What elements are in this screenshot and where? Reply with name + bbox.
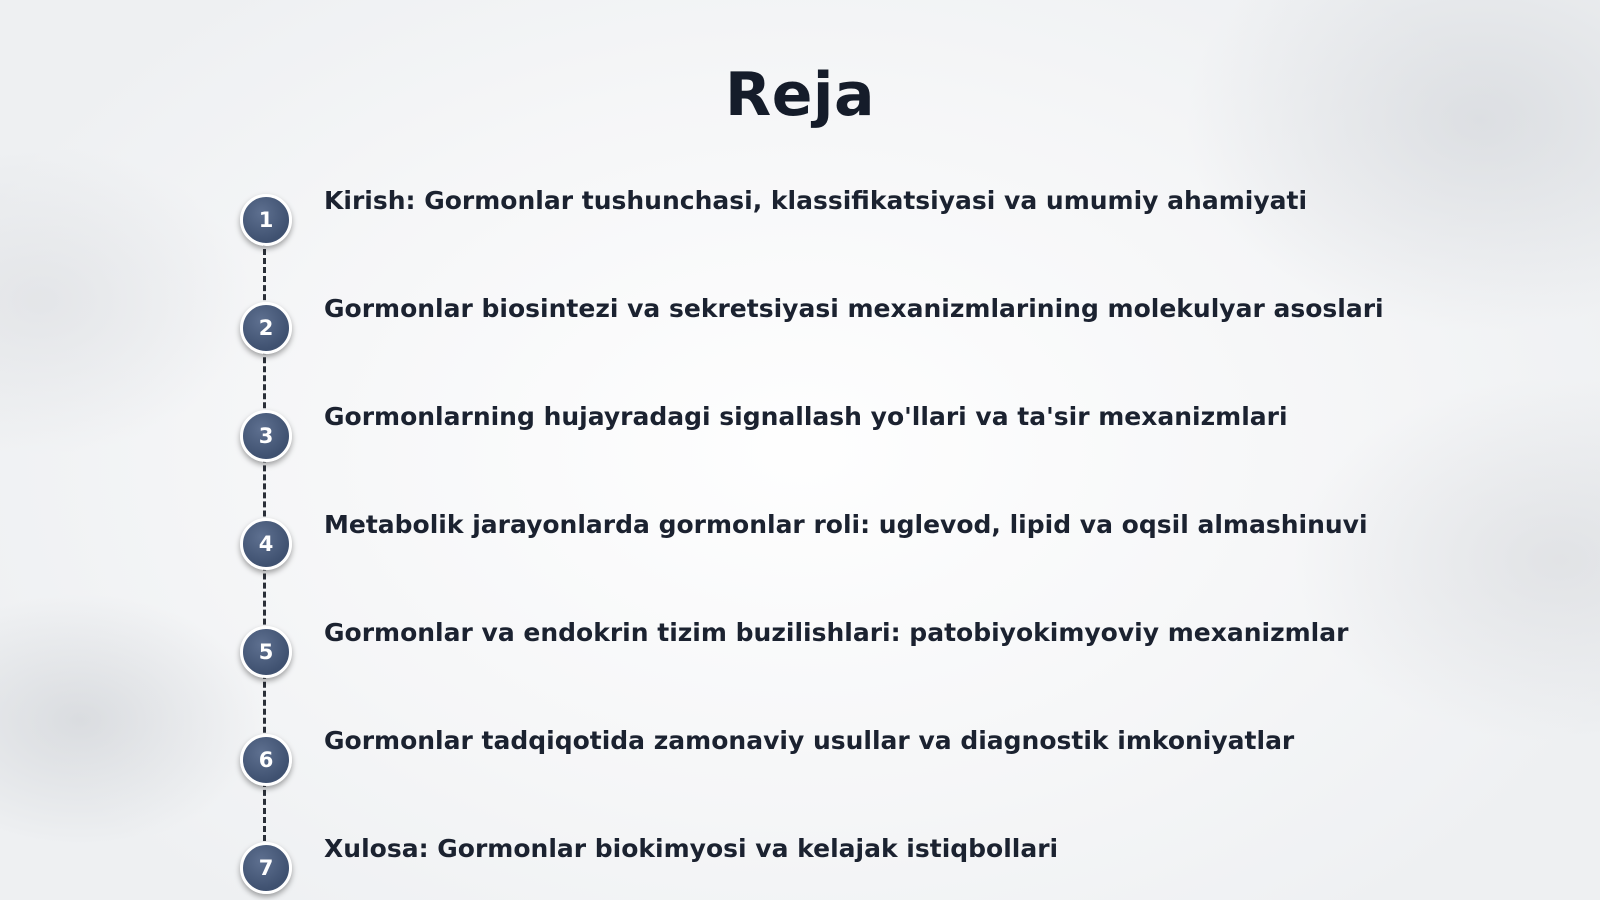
- agenda-item: [0, 186, 1600, 254]
- item-number-badge: 1: [240, 194, 292, 246]
- agenda-item: [0, 618, 1600, 686]
- item-number-badge: 4: [240, 518, 292, 570]
- item-number-badge: 5: [240, 626, 292, 678]
- agenda-item: [0, 402, 1600, 470]
- agenda-item-text: Gormonlar tadqiqotida zamonaviy usullar va diagnostik imkoniyatlar: [324, 726, 1295, 755]
- agenda-item: [0, 294, 1600, 362]
- item-number-badge: 6: [240, 734, 292, 786]
- agenda-item-text: Gormonlar biosintezi va sekretsiyasi mexanizmlarining molekulyar asoslari: [324, 294, 1384, 323]
- slide-title: Reja: [725, 60, 875, 130]
- agenda-item-text: Metabolik jarayonlarda gormonlar roli: uglevod, lipid va oqsil almashinuvi: [324, 510, 1368, 539]
- agenda-item-text: Gormonlarning hujayradagi signallash yo'llari va ta'sir mexanizmlari: [324, 402, 1288, 431]
- agenda-item: [0, 510, 1600, 578]
- item-number-badge: 7: [240, 842, 292, 894]
- item-number-badge: 3: [240, 410, 292, 462]
- agenda-item: [0, 726, 1600, 794]
- agenda-item: [0, 834, 1600, 900]
- agenda-item-text: Gormonlar va endokrin tizim buzilishlari: patobiyokimyoviy mexanizmlar: [324, 618, 1349, 647]
- agenda-item-text: Kirish: Gormonlar tushunchasi, klassifikatsiyasi va umumiy ahamiyati: [324, 186, 1308, 215]
- item-number-badge: 2: [240, 302, 292, 354]
- agenda-item-text: Xulosa: Gormonlar biokimyosi va kelajak istiqbollari: [324, 834, 1059, 863]
